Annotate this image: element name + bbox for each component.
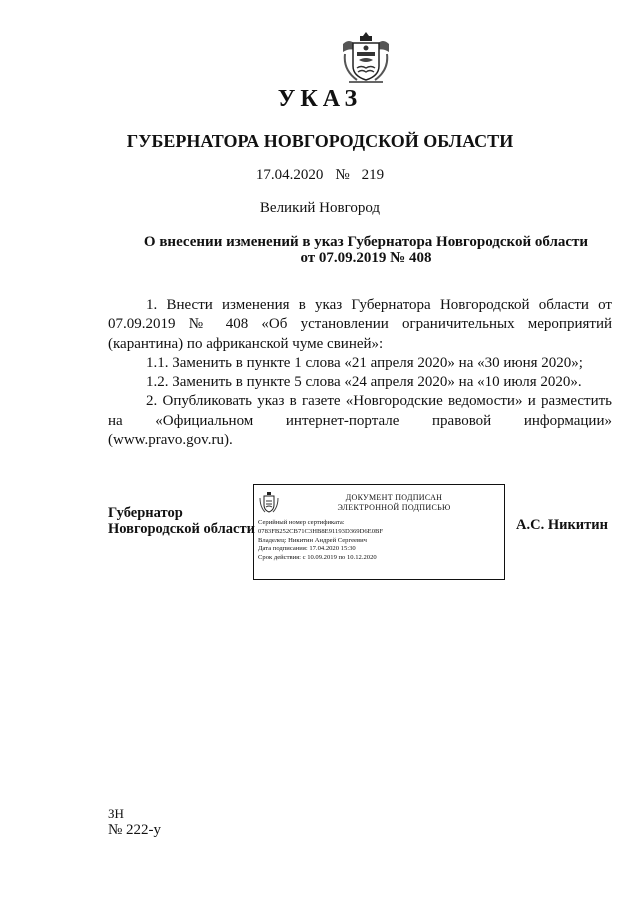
number-sign: №	[335, 167, 350, 183]
date-number-line	[0, 167, 640, 184]
footer-initials: ЗН	[108, 806, 124, 821]
city: Великий Новгород	[259, 200, 381, 216]
stamp-validity: Срок действия: с 10.09.2019 по 10.12.2020	[258, 554, 377, 562]
electronic-signature-stamp	[253, 484, 505, 580]
paragraph-1-2: 1.2. Заменить в пункте 5 слова «24 апреля 2020» на «10 июля 2020».	[146, 374, 582, 391]
stamp-owner: Владелец: Никитин Андрей Сергеевич	[258, 536, 367, 544]
position-line-2: Новгородской области	[108, 521, 255, 537]
footer-reg-number: № 222-у	[108, 822, 162, 838]
footer	[108, 806, 161, 838]
stamp-serial-value: 0783FB252CB71C3HB8E91193D369D6E0BF	[258, 527, 384, 535]
stamp-heading-line-2: ЭЛЕКТРОННОЙ ПОДПИСЬЮ	[337, 503, 451, 512]
paragraph-1-1: 1.1. Заменить в пункте 1 слова «21 апреля 2020» на «30 июня 2020»;	[146, 354, 583, 371]
paragraph-2: 2. Опубликовать указ в газете «Новгородские ведомости» и разместить на «Официальном интернет-портале правовой информации» (www.pravo.gov.ru).	[108, 393, 612, 449]
document-date: 17.04.2020	[255, 167, 324, 183]
position-line-1: Губернатор	[108, 505, 183, 521]
document-body	[108, 296, 612, 450]
document-heading	[0, 234, 640, 266]
document-title: УКАЗ	[277, 86, 363, 112]
stamp-heading	[284, 493, 504, 513]
signatory-name: А.С. Никитин	[516, 517, 608, 533]
stamp-serial-label: Серийный номер сертификата:	[258, 519, 345, 526]
stamp-details	[258, 519, 383, 563]
paragraph-1: 1. Внести изменения в указ Губернатора Новгородской области от 07.09.2019 № 408 «Об установлении ограничительных мероприятий (карантина) по африканской чуме свиней»:	[108, 297, 612, 352]
coat-of-arms-icon	[339, 30, 393, 86]
document-issuer: ГУБЕРНАТОРА НОВГОРОДСКОЙ ОБЛАСТИ	[126, 131, 514, 151]
stamp-coat-of-arms-icon	[259, 491, 279, 515]
heading-line-2: от 07.09.2019 № 408	[300, 250, 432, 266]
signatory-position	[108, 505, 255, 537]
document-number: 219	[361, 167, 385, 183]
heading-line-1: О внесении изменений в указ Губернатора Новгородской области	[143, 234, 589, 250]
stamp-signed-date: Дата подписания: 17.04.2020 15:30	[258, 545, 356, 553]
stamp-heading-line-1: ДОКУМЕНТ ПОДПИСАН	[345, 493, 443, 502]
